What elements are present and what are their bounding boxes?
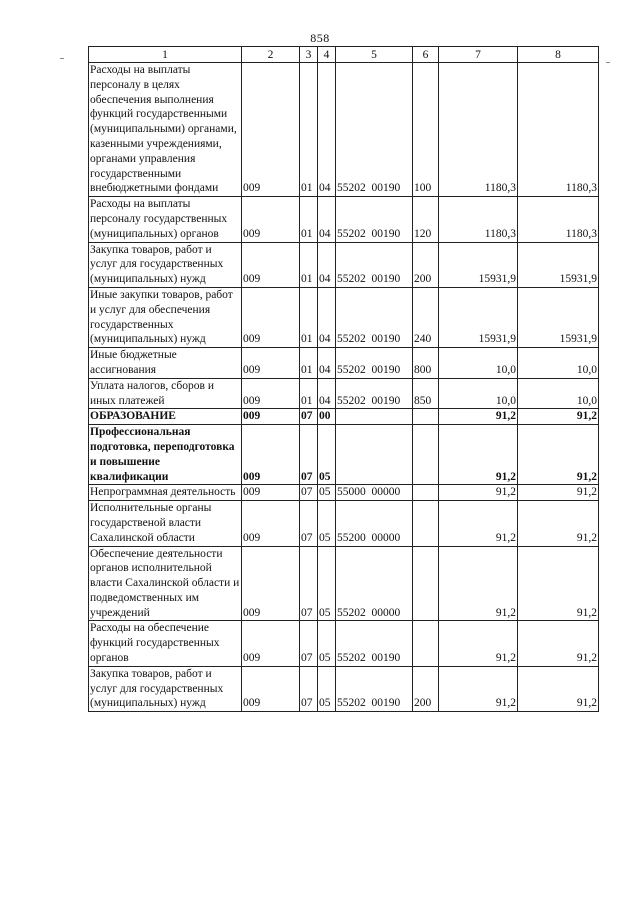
ministry-code-cell: 009 bbox=[242, 197, 300, 242]
target-article-cell: 55202 00190 bbox=[336, 666, 413, 711]
subsection-code-cell: 05 bbox=[318, 501, 336, 546]
ministry-code-cell: 009 bbox=[242, 425, 300, 485]
page-number: 858 bbox=[310, 31, 330, 45]
expense-type-cell: 120 bbox=[413, 197, 439, 242]
ministry-code-cell: 009 bbox=[242, 501, 300, 546]
ministry-code-cell: 009 bbox=[242, 666, 300, 711]
table-row bbox=[89, 197, 599, 242]
amount-year1-cell: 91,2 bbox=[439, 621, 518, 666]
row-name-cell: Непрограммная деятельность bbox=[89, 485, 242, 501]
amount-year1-cell: 10,0 bbox=[439, 348, 518, 379]
section-code-cell: 07 bbox=[300, 409, 318, 425]
amount-year1-cell: 1180,3 bbox=[439, 63, 518, 197]
row-name-cell: Расходы на выплаты персоналу в целях обеспечения выполнения функций государственными (муниципальными) органами, казенными учреждениями, органами управления государственными внебюджетными фондами bbox=[89, 63, 242, 197]
row-name-cell: Профессиональная подготовка, переподготовка и повышение квалификации bbox=[89, 425, 242, 485]
row-name-cell: Расходы на выплаты персоналу государственных (муниципальных) органов bbox=[89, 197, 242, 242]
table-row bbox=[89, 546, 599, 621]
amount-year1-cell: 91,2 bbox=[439, 546, 518, 621]
column-header: 8 bbox=[518, 47, 599, 63]
expense-type-cell bbox=[413, 621, 439, 666]
row-name-cell: Иные закупки товаров, работ и услуг для обеспечения государственных (муниципальных) нужд bbox=[89, 287, 242, 347]
subsection-code-cell: 05 bbox=[318, 546, 336, 621]
subsection-code-cell: 04 bbox=[318, 63, 336, 197]
section-code-cell: 01 bbox=[300, 63, 318, 197]
section-code-cell: 01 bbox=[300, 242, 318, 287]
amount-year2-cell: 15931,9 bbox=[518, 242, 599, 287]
amount-year2-cell: 10,0 bbox=[518, 378, 599, 409]
amount-year1-cell: 10,0 bbox=[439, 378, 518, 409]
amount-year2-cell: 91,2 bbox=[518, 425, 599, 485]
amount-year1-cell: 91,2 bbox=[439, 409, 518, 425]
expense-type-cell bbox=[413, 485, 439, 501]
ministry-code-cell: 009 bbox=[242, 409, 300, 425]
amount-year1-cell: 1180,3 bbox=[439, 197, 518, 242]
column-header: 1 bbox=[89, 47, 242, 63]
section-code-cell: 07 bbox=[300, 621, 318, 666]
table-row bbox=[89, 501, 599, 546]
column-header: 4 bbox=[318, 47, 336, 63]
target-article-cell: 55202 00190 bbox=[336, 378, 413, 409]
expense-type-cell: 850 bbox=[413, 378, 439, 409]
budget-table bbox=[88, 46, 599, 712]
section-code-cell: 01 bbox=[300, 378, 318, 409]
expense-type-cell bbox=[413, 546, 439, 621]
row-name-cell: Уплата налогов, сборов и иных платежей bbox=[89, 378, 242, 409]
table-row bbox=[89, 666, 599, 711]
target-article-cell bbox=[336, 409, 413, 425]
subsection-code-cell: 04 bbox=[318, 287, 336, 347]
target-article-cell: 55202 00190 bbox=[336, 287, 413, 347]
amount-year1-cell: 91,2 bbox=[439, 501, 518, 546]
expense-type-cell: 200 bbox=[413, 666, 439, 711]
section-code-cell: 07 bbox=[300, 501, 318, 546]
amount-year1-cell: 15931,9 bbox=[439, 242, 518, 287]
target-article-cell: 55202 00190 bbox=[336, 63, 413, 197]
column-header: 3 bbox=[300, 47, 318, 63]
header-row bbox=[89, 47, 599, 63]
column-header: 5 bbox=[336, 47, 413, 63]
scan-speck bbox=[60, 58, 64, 59]
row-name-cell: Закупка товаров, работ и услуг для государственных (муниципальных) нужд bbox=[89, 242, 242, 287]
column-header: 7 bbox=[439, 47, 518, 63]
amount-year2-cell: 1180,3 bbox=[518, 197, 599, 242]
amount-year1-cell: 91,2 bbox=[439, 485, 518, 501]
column-header: 6 bbox=[413, 47, 439, 63]
expense-type-cell bbox=[413, 501, 439, 546]
expense-type-cell: 100 bbox=[413, 63, 439, 197]
row-name-cell: Исполнительные органы государственой власти Сахалинской области bbox=[89, 501, 242, 546]
expense-type-cell: 240 bbox=[413, 287, 439, 347]
section-code-cell: 01 bbox=[300, 197, 318, 242]
target-article-cell bbox=[336, 425, 413, 485]
row-name-cell: Иные бюджетные ассигнования bbox=[89, 348, 242, 379]
row-name-cell: ОБРАЗОВАНИЕ bbox=[89, 409, 242, 425]
subsection-code-cell: 05 bbox=[318, 621, 336, 666]
section-code-cell: 07 bbox=[300, 546, 318, 621]
ministry-code-cell: 009 bbox=[242, 485, 300, 501]
subsection-code-cell: 04 bbox=[318, 197, 336, 242]
target-article-cell: 55202 00190 bbox=[336, 348, 413, 379]
table-row bbox=[89, 63, 599, 197]
amount-year2-cell: 10,0 bbox=[518, 348, 599, 379]
amount-year2-cell: 91,2 bbox=[518, 546, 599, 621]
target-article-cell: 55202 00190 bbox=[336, 621, 413, 666]
expense-type-cell bbox=[413, 425, 439, 485]
table-row bbox=[89, 242, 599, 287]
section-code-cell: 01 bbox=[300, 287, 318, 347]
subsection-code-cell: 04 bbox=[318, 348, 336, 379]
target-article-cell: 55202 00190 bbox=[336, 197, 413, 242]
table-row bbox=[89, 425, 599, 485]
ministry-code-cell: 009 bbox=[242, 63, 300, 197]
section-code-cell: 07 bbox=[300, 666, 318, 711]
amount-year2-cell: 1180,3 bbox=[518, 63, 599, 197]
ministry-code-cell: 009 bbox=[242, 242, 300, 287]
amount-year2-cell: 91,2 bbox=[518, 485, 599, 501]
table-row bbox=[89, 621, 599, 666]
scan-speck bbox=[606, 62, 610, 63]
table-row bbox=[89, 378, 599, 409]
amount-year1-cell: 91,2 bbox=[439, 666, 518, 711]
ministry-code-cell: 009 bbox=[242, 287, 300, 347]
subsection-code-cell: 05 bbox=[318, 666, 336, 711]
column-header: 2 bbox=[242, 47, 300, 63]
amount-year2-cell: 15931,9 bbox=[518, 287, 599, 347]
target-article-cell: 55000 00000 bbox=[336, 485, 413, 501]
expense-type-cell: 200 bbox=[413, 242, 439, 287]
expense-type-cell bbox=[413, 409, 439, 425]
row-name-cell: Расходы на обеспечение функций государственных органов bbox=[89, 621, 242, 666]
table-row bbox=[89, 485, 599, 501]
amount-year1-cell: 15931,9 bbox=[439, 287, 518, 347]
subsection-code-cell: 04 bbox=[318, 242, 336, 287]
ministry-code-cell: 009 bbox=[242, 621, 300, 666]
section-code-cell: 07 bbox=[300, 485, 318, 501]
ministry-code-cell: 009 bbox=[242, 546, 300, 621]
table-body bbox=[89, 63, 599, 712]
amount-year2-cell: 91,2 bbox=[518, 501, 599, 546]
amount-year2-cell: 91,2 bbox=[518, 621, 599, 666]
amount-year2-cell: 91,2 bbox=[518, 666, 599, 711]
section-code-cell: 01 bbox=[300, 348, 318, 379]
ministry-code-cell: 009 bbox=[242, 378, 300, 409]
table-row bbox=[89, 287, 599, 347]
subsection-code-cell: 05 bbox=[318, 425, 336, 485]
table-row bbox=[89, 348, 599, 379]
subsection-code-cell: 00 bbox=[318, 409, 336, 425]
target-article-cell: 55202 00190 bbox=[336, 242, 413, 287]
target-article-cell: 55202 00000 bbox=[336, 546, 413, 621]
table-row bbox=[89, 409, 599, 425]
subsection-code-cell: 05 bbox=[318, 485, 336, 501]
row-name-cell: Закупка товаров, работ и услуг для государственных (муниципальных) нужд bbox=[89, 666, 242, 711]
expense-type-cell: 800 bbox=[413, 348, 439, 379]
target-article-cell: 55200 00000 bbox=[336, 501, 413, 546]
subsection-code-cell: 04 bbox=[318, 378, 336, 409]
section-code-cell: 07 bbox=[300, 425, 318, 485]
amount-year1-cell: 91,2 bbox=[439, 425, 518, 485]
amount-year2-cell: 91,2 bbox=[518, 409, 599, 425]
ministry-code-cell: 009 bbox=[242, 348, 300, 379]
row-name-cell: Обеспечение деятельности органов исполнительной власти Сахалинской области и подведомственных им учреждений bbox=[89, 546, 242, 621]
